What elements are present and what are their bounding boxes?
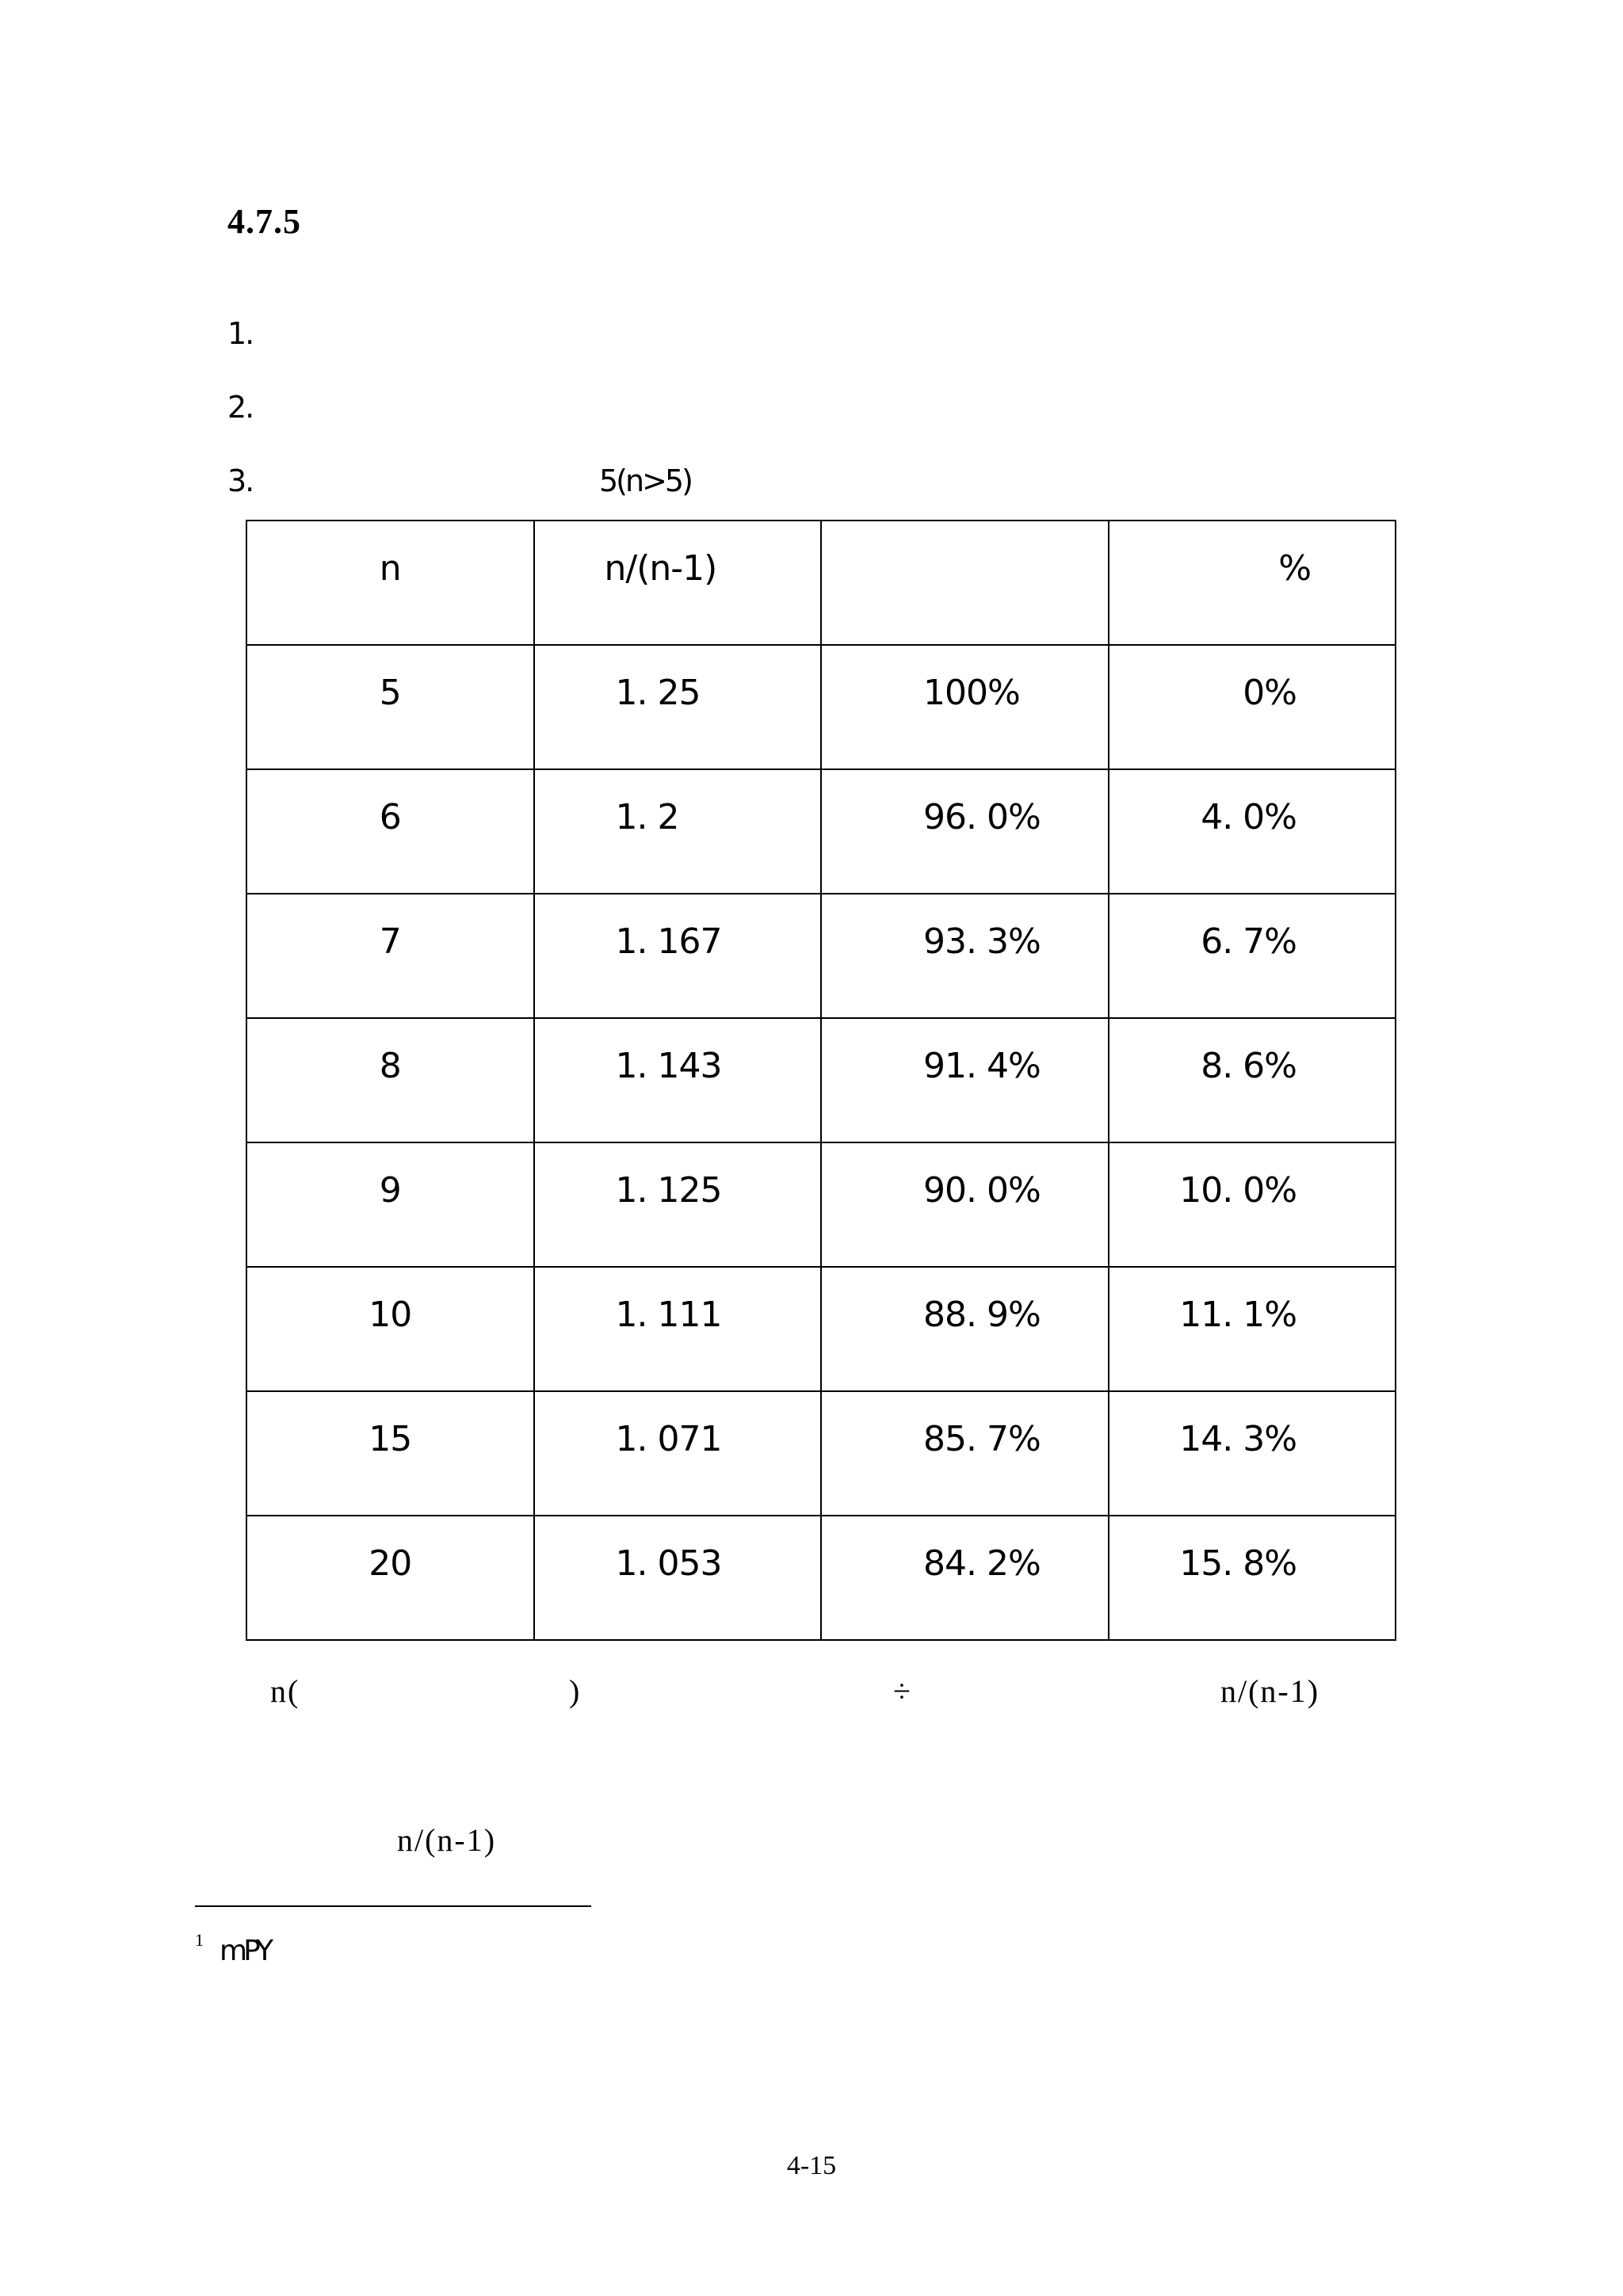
table-cell [1109,769,1396,894]
table-cell [246,1516,534,1640]
cell-n: 5 [379,673,401,713]
cell-n: 8 [379,1046,401,1086]
table-caption-part-2: ) [569,1673,582,1709]
cell-ratio: 1. 167 [615,921,722,962]
table-header-cell [821,521,1109,645]
table-caption-part-1: n( [270,1673,300,1709]
cell-n: 15 [369,1419,412,1459]
cell-percent: 4. 0% [1201,797,1296,837]
header-n: n [379,548,401,589]
table-cell [1109,894,1396,1018]
table-cell [821,894,1109,1018]
table-cell [534,1267,822,1391]
cell-ratio: 1. 2 [615,797,679,837]
footnote-text: mPY [220,1935,269,1967]
cell-col3: 85. 7% [923,1419,1041,1459]
table-cell [821,1267,1109,1391]
cell-n: 10 [369,1295,412,1335]
cell-ratio: 1. 053 [615,1543,722,1584]
table-cell [1109,1391,1396,1516]
table-caption-divide-sign: ÷ [893,1673,912,1709]
table-row [246,894,1396,1018]
table-header-cell [246,521,534,645]
page-number: 4-15 [786,2151,837,2180]
table-cell [246,894,534,1018]
table-cell [534,769,822,894]
formula-line: n/(n-1) [397,1822,497,1858]
table-cell [246,769,534,894]
table-cell [1109,1018,1396,1142]
data-table [246,520,1396,1641]
table-row [246,1018,1396,1142]
table-cell [534,1142,822,1267]
table-row [246,769,1396,894]
cell-col3: 90. 0% [923,1170,1041,1211]
cell-ratio: 1. 143 [615,1046,722,1086]
cell-n: 9 [379,1170,401,1211]
table-header-cell [1109,521,1396,645]
list-item-1: 1. [227,316,254,351]
cell-percent: 15. 8% [1179,1543,1296,1584]
table-header-cell [534,521,822,645]
table-cell [534,645,822,769]
table-cell [534,894,822,1018]
table-cell [1109,1142,1396,1267]
table-row [246,1142,1396,1267]
table-cell [246,1142,534,1267]
cell-n: 20 [369,1543,412,1584]
cell-percent: 8. 6% [1201,1046,1296,1086]
table-row [246,1267,1396,1391]
table-cell [1109,645,1396,769]
table-cell [246,1267,534,1391]
table-row [246,1516,1396,1640]
table-row [246,1391,1396,1516]
cell-col3: 84. 2% [923,1543,1041,1584]
table-cell [534,1018,822,1142]
cell-ratio: 1. 25 [615,673,701,713]
table-cell [821,1018,1109,1142]
cell-n: 6 [379,797,401,837]
cell-percent: 6. 7% [1201,921,1296,962]
table-row [246,645,1396,769]
table-cell [821,1516,1109,1640]
table-cell [246,1391,534,1516]
table-cell [821,645,1109,769]
table-cell [534,1516,822,1640]
table-cell [821,1142,1109,1267]
header-percent: % [1278,548,1311,589]
cell-ratio: 1. 125 [615,1170,722,1211]
table-cell [1109,1516,1396,1640]
cell-percent: 11. 1% [1179,1295,1296,1335]
section-heading: 4.7.5 [227,202,301,241]
list-item-3: 3. [227,463,254,498]
list-item-3-condition: 5(n>5) [599,463,691,498]
table-cell [821,769,1109,894]
cell-col3: 93. 3% [923,921,1041,962]
header-ratio: n/(n-1) [604,548,717,589]
table-header-row [246,521,1396,645]
table-cell [246,1018,534,1142]
table-cell [821,1391,1109,1516]
list-item-2: 2. [227,390,254,425]
cell-col3: 96. 0% [923,797,1041,837]
table-cell [534,1391,822,1516]
cell-percent: 0% [1243,673,1296,713]
cell-col3: 88. 9% [923,1295,1041,1335]
cell-percent: 10. 0% [1179,1170,1296,1211]
footnote-marker: 1 [195,1930,204,1950]
footnote-divider [195,1905,591,1907]
table-cell [246,645,534,769]
cell-ratio: 1. 071 [615,1419,722,1459]
cell-col3: 91. 4% [923,1046,1041,1086]
cell-ratio: 1. 111 [615,1295,722,1335]
table-cell [1109,1267,1396,1391]
cell-percent: 14. 3% [1179,1419,1296,1459]
table-caption-part-4: n/(n-1) [1220,1673,1320,1709]
cell-n: 7 [379,921,401,962]
cell-col3: 100% [923,673,1020,713]
